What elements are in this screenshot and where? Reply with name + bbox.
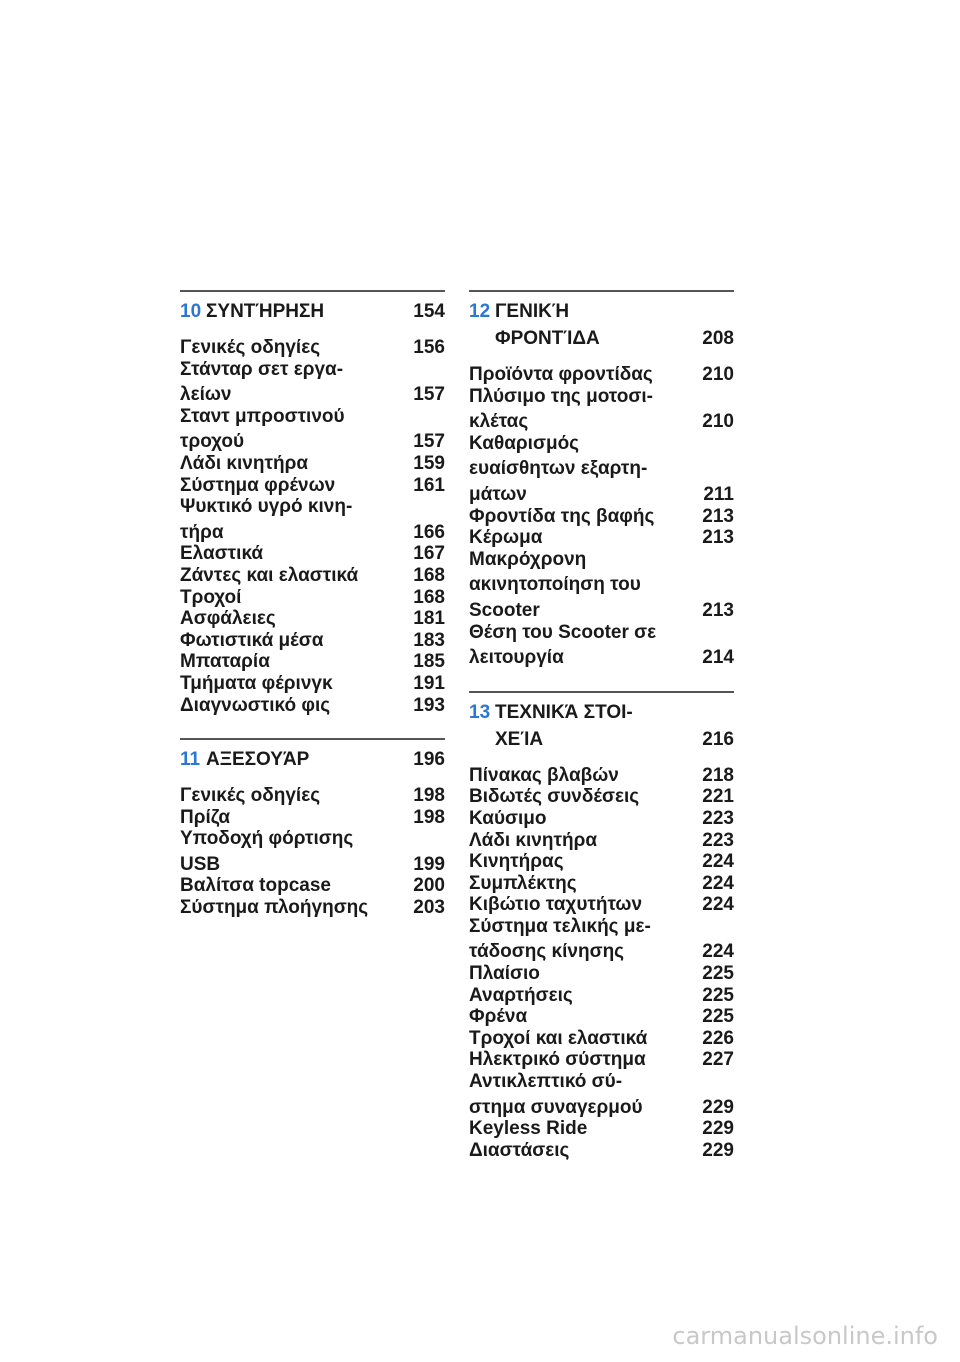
toc-entry[interactable] (180, 807, 445, 829)
toc-entry[interactable] (469, 808, 734, 830)
section-heading[interactable] (469, 693, 734, 753)
toc-entry-page: 225 (702, 1006, 734, 1028)
toc-entry-label (180, 565, 445, 587)
toc-entry-label (180, 359, 445, 406)
toc-entry-label-line: Τροχοί και ελαστικά (469, 1027, 648, 1049)
toc-entry-label (469, 433, 734, 506)
toc-entry-label (469, 1140, 734, 1162)
toc-entry-label-line: Γενικές οδηγίες (180, 337, 321, 358)
toc-entry-label (180, 587, 445, 609)
toc-section (180, 738, 445, 919)
toc-entry-label-line: τροχού (180, 431, 245, 453)
toc-entry-label (469, 894, 734, 916)
toc-entry-label (180, 897, 445, 919)
section-number: 12 (469, 301, 491, 322)
toc-entry-label (180, 630, 445, 652)
toc-entry-label-line: Λάδι κινητήρα (469, 829, 597, 851)
toc-entry-label (469, 765, 734, 787)
section-number: 11 (180, 749, 201, 771)
toc-entry-label (469, 873, 734, 895)
toc-entry-label (180, 543, 445, 565)
section-heading[interactable] (180, 740, 445, 773)
toc-entry-label-line: τήρα (180, 521, 224, 543)
toc-entry[interactable] (180, 695, 445, 717)
toc-entry-label (469, 527, 734, 549)
toc-entry[interactable] (469, 873, 734, 895)
toc-entry-label-line: Φρένα (469, 1006, 528, 1028)
toc-entry-label-line: Πλαίσιο (469, 963, 540, 985)
toc-entry-page: 218 (702, 764, 734, 786)
toc-entry-label (469, 1006, 734, 1028)
toc-entry-page: 181 (413, 608, 445, 630)
toc-entry-label-line: Σταντ μπροστινού (180, 405, 345, 427)
toc-entry-label-line: Ασφάλειες (180, 608, 276, 630)
section-page-number: 196 (413, 749, 445, 771)
watermark: carmanualsonline.info (672, 1322, 938, 1350)
toc-entry[interactable] (469, 1071, 734, 1118)
toc-entry-label-line: Θέση του Scooter σε (469, 621, 657, 643)
toc-entry-label-line: Σύστημα φρένων (180, 474, 336, 496)
toc-entry-page: 224 (702, 894, 734, 916)
toc-entry[interactable] (180, 651, 445, 673)
toc-entry[interactable] (180, 453, 445, 475)
toc-entry-page: 166 (413, 521, 445, 543)
toc-entry-page: 157 (413, 431, 445, 453)
toc-entry-page: 223 (702, 807, 734, 829)
toc-entry[interactable] (469, 1028, 734, 1050)
toc-entry-label (469, 549, 734, 622)
toc-entry-page: 193 (413, 694, 445, 716)
toc-entry[interactable] (469, 985, 734, 1007)
toc-entry-page: 159 (413, 452, 445, 474)
toc-entry-label-line: Βαλίτσα topcase (180, 875, 331, 897)
toc-entry-page: 198 (413, 785, 445, 807)
toc-entry-label-line: Τμήματα φέρινγκ (180, 672, 333, 694)
toc-entry-label (469, 985, 734, 1007)
toc-entry[interactable] (180, 475, 445, 497)
toc-entry-label-line: ακινητοποίηση του (469, 574, 641, 596)
toc-entry-page: 221 (702, 786, 734, 808)
toc-entry-page: 200 (413, 875, 445, 897)
toc-entry-label (180, 406, 445, 453)
toc-entry-label (180, 807, 445, 829)
toc-entry-list (180, 785, 445, 919)
toc-entry-label (469, 963, 734, 985)
toc-entry-label-line: Ψυκτικό υγρό κινη- (180, 496, 353, 518)
section-title-line: ΤΕΧΝΙΚΆ ΣΤΟΙ- (495, 701, 633, 723)
toc-column-right (469, 290, 734, 1183)
toc-entry-label (180, 496, 445, 543)
section-title-line: ΓΕΝΙΚΉ (495, 301, 570, 322)
toc-entry[interactable] (469, 916, 734, 963)
toc-entry[interactable] (180, 359, 445, 406)
toc-entry[interactable] (469, 765, 734, 787)
toc-entry-label-line: Διαστάσεις (469, 1139, 570, 1161)
toc-entry-label (180, 828, 445, 875)
toc-entry-page: 225 (702, 984, 734, 1006)
section-title (180, 298, 445, 325)
toc-entry-label-line: Υποδοχή φόρτισης (180, 828, 354, 850)
toc-entry-label-line: Μπαταρία (180, 651, 270, 673)
toc-entry-page: 183 (413, 629, 445, 651)
toc-entry-label-line: μάτων (469, 483, 527, 505)
toc-entry-page: 203 (413, 897, 445, 919)
toc-entry-page: 213 (702, 505, 734, 527)
toc-entry-page: 223 (702, 829, 734, 851)
toc-entry-label-line: Σύστημα πλοήγησης (180, 897, 369, 919)
toc-entry-label (180, 651, 445, 673)
toc-entry-label (469, 830, 734, 852)
toc-section (469, 691, 734, 1162)
toc-entry-label-line: Μακρόχρονη (469, 548, 587, 570)
toc-entry[interactable] (180, 828, 445, 875)
section-title-line: ΦΡΟΝΤΊΔΑ (495, 328, 600, 349)
toc-entry[interactable] (469, 1140, 734, 1162)
toc-section (469, 290, 734, 669)
section-page-number: 208 (702, 328, 734, 349)
toc-entry-label (469, 916, 734, 963)
toc-entry-label-line: Αντικλεπτικό σύ- (469, 1071, 623, 1093)
section-page-number: 154 (413, 301, 445, 322)
toc-entry-label (469, 386, 734, 433)
toc-entry[interactable] (469, 386, 734, 433)
toc-entry-label-line: Διαγνωστικό φις (180, 694, 331, 716)
toc-entry-page: 191 (413, 672, 445, 694)
toc-entry-label (469, 622, 734, 669)
toc-entry-label-line: Κιβώτιο ταχυτήτων (469, 894, 643, 916)
toc-entry-page: 229 (702, 1139, 734, 1161)
toc-entry-label (469, 1049, 734, 1071)
toc-column-left (180, 290, 445, 941)
toc-entry[interactable] (469, 622, 734, 669)
toc-entry-label-line: Keyless Ride (469, 1118, 588, 1140)
toc-entry-page: 225 (702, 963, 734, 985)
toc-entry-page: 168 (413, 564, 445, 586)
toc-entry[interactable] (180, 543, 445, 565)
toc-entry-page: 224 (702, 851, 734, 873)
toc-entry-label-line: ευαίσθητων εξαρτη- (469, 458, 648, 480)
toc-entry-label-line: Ηλεκτρικό σύστημα (469, 1049, 646, 1071)
toc-entry[interactable] (469, 1118, 734, 1140)
toc-entry[interactable] (180, 587, 445, 609)
toc-entry-label-line: τάδοσης κίνησης (469, 941, 625, 963)
toc-entry-label (469, 1028, 734, 1050)
toc-entry-label (180, 785, 445, 807)
toc-entry-label-line: Καθαρισμός (469, 432, 580, 454)
toc-entry-label (469, 1071, 734, 1118)
toc-entry-label-line: Γενικές οδηγίες (180, 785, 321, 807)
toc-section (180, 290, 445, 716)
section-title (469, 298, 734, 352)
toc-entry-label-line: στημα συναγερμού (469, 1096, 643, 1118)
section-title-line: ΑΞΕΣΟΥΆΡ (206, 749, 310, 771)
toc-entry-label (469, 1118, 734, 1140)
toc-entry[interactable] (469, 1006, 734, 1028)
toc-entry-label-line: Πίνακας βλαβών (469, 764, 619, 786)
toc-entry-label-line: Αναρτήσεις (469, 984, 573, 1006)
toc-entry-page: 227 (702, 1049, 734, 1071)
toc-entry-list (469, 364, 734, 669)
toc-entry[interactable] (469, 963, 734, 985)
toc-entry[interactable] (469, 851, 734, 873)
section-heading[interactable] (469, 292, 734, 352)
section-number: 10 (180, 301, 202, 322)
toc-entry[interactable] (180, 565, 445, 587)
toc-entry-page: 198 (413, 806, 445, 828)
toc-entry-page: 161 (413, 474, 445, 496)
toc-entry-label (180, 673, 445, 695)
toc-entry[interactable] (469, 364, 734, 386)
toc-entry-label (180, 337, 445, 359)
toc-entry-label-line: Βιδωτές συνδέσεις (469, 786, 640, 808)
toc-entry[interactable] (180, 630, 445, 652)
toc-entry[interactable] (180, 897, 445, 919)
toc-entry-page: 229 (702, 1118, 734, 1140)
toc-entry-page: 224 (702, 872, 734, 894)
toc-entry[interactable] (180, 496, 445, 543)
toc-entry-label (469, 786, 734, 808)
toc-entry-label (180, 695, 445, 717)
toc-entry-page: 185 (413, 651, 445, 673)
toc-entry[interactable] (469, 786, 734, 808)
toc-entry-page: 168 (413, 586, 445, 608)
toc-entry-list (469, 765, 734, 1162)
toc-entry-label-line: Λάδι κινητήρα (180, 452, 308, 474)
toc-entry[interactable] (469, 527, 734, 549)
toc-entry-page: 214 (702, 647, 734, 669)
toc-entry-label (180, 475, 445, 497)
toc-entry[interactable] (180, 608, 445, 630)
toc-entry-label-line: λείων (180, 384, 232, 406)
toc-entry-label (180, 453, 445, 475)
section-number: 13 (469, 701, 491, 723)
toc-entry[interactable] (180, 875, 445, 897)
toc-entry-label-line: Κινητήρας (469, 851, 564, 873)
section-title (469, 699, 734, 753)
section-page-number: 216 (702, 728, 734, 750)
section-title (180, 746, 445, 773)
toc-entry[interactable] (180, 337, 445, 359)
toc-entry-label-line: Κέρωμα (469, 527, 543, 549)
toc-entry-label-line: USB (180, 853, 221, 875)
toc-entry-label-line: Ζάντες και ελαστικά (180, 564, 359, 586)
toc-entry-list (180, 337, 445, 716)
toc-entry[interactable] (469, 830, 734, 852)
toc-entry-label-line: Συμπλέκτης (469, 872, 577, 894)
toc-entry[interactable] (180, 406, 445, 453)
toc-entry-label-line: Πλύσιμο της μοτοσι- (469, 385, 653, 407)
toc-entry[interactable] (469, 506, 734, 528)
toc-entry-page: 213 (702, 599, 734, 621)
toc-entry-label (180, 608, 445, 630)
toc-entry-label-line: Στάνταρ σετ εργα- (180, 358, 344, 380)
toc-entry-page: 210 (702, 411, 734, 433)
toc-entry-page: 226 (702, 1027, 734, 1049)
toc-entry-page: 211 (703, 483, 734, 505)
section-title-line: ΣΥΝΤΉΡΗΣΗ (206, 301, 325, 322)
toc-entry-label (469, 851, 734, 873)
toc-entry-label-line: λειτουργία (469, 647, 564, 669)
toc-entry-page: 156 (413, 337, 445, 358)
section-title-line: ΧΕΊΑ (495, 728, 544, 750)
toc-entry-page: 210 (702, 364, 734, 385)
toc-entry-label-line: Καύσιμο (469, 807, 547, 829)
section-heading[interactable] (180, 292, 445, 325)
toc-entry-label-line: Ελαστικά (180, 543, 264, 565)
toc-entry-label-line: Φωτιστικά μέσα (180, 629, 324, 651)
toc-entry[interactable] (180, 673, 445, 695)
toc-entry-label (469, 808, 734, 830)
toc-entry-label (180, 875, 445, 897)
toc-entry-label-line: Scooter (469, 599, 540, 621)
toc-entry[interactable] (469, 894, 734, 916)
toc-entry[interactable] (469, 549, 734, 622)
toc-entry-label-line: Πρίζα (180, 806, 231, 828)
toc-entry[interactable] (469, 1049, 734, 1071)
toc-entry-label-line: Φροντίδα της βαφής (469, 505, 655, 527)
toc-entry-label-line: Τροχοί (180, 586, 242, 608)
toc-entry-label-line: Σύστημα τελικής με- (469, 915, 651, 937)
toc-entry[interactable] (180, 785, 445, 807)
toc-entry-page: 224 (702, 941, 734, 963)
toc-entry-page: 213 (702, 527, 734, 549)
toc-entry[interactable] (469, 433, 734, 506)
toc-entry-label (469, 364, 734, 386)
toc-entry-page: 199 (413, 853, 445, 875)
toc-entry-page: 157 (413, 384, 445, 406)
toc-entry-label-line: Προϊόντα φροντίδας (469, 364, 653, 385)
toc-entry-page: 167 (413, 543, 445, 565)
toc-entry-label (469, 506, 734, 528)
toc-entry-label-line: κλέτας (469, 411, 529, 433)
toc-entry-page: 229 (702, 1096, 734, 1118)
